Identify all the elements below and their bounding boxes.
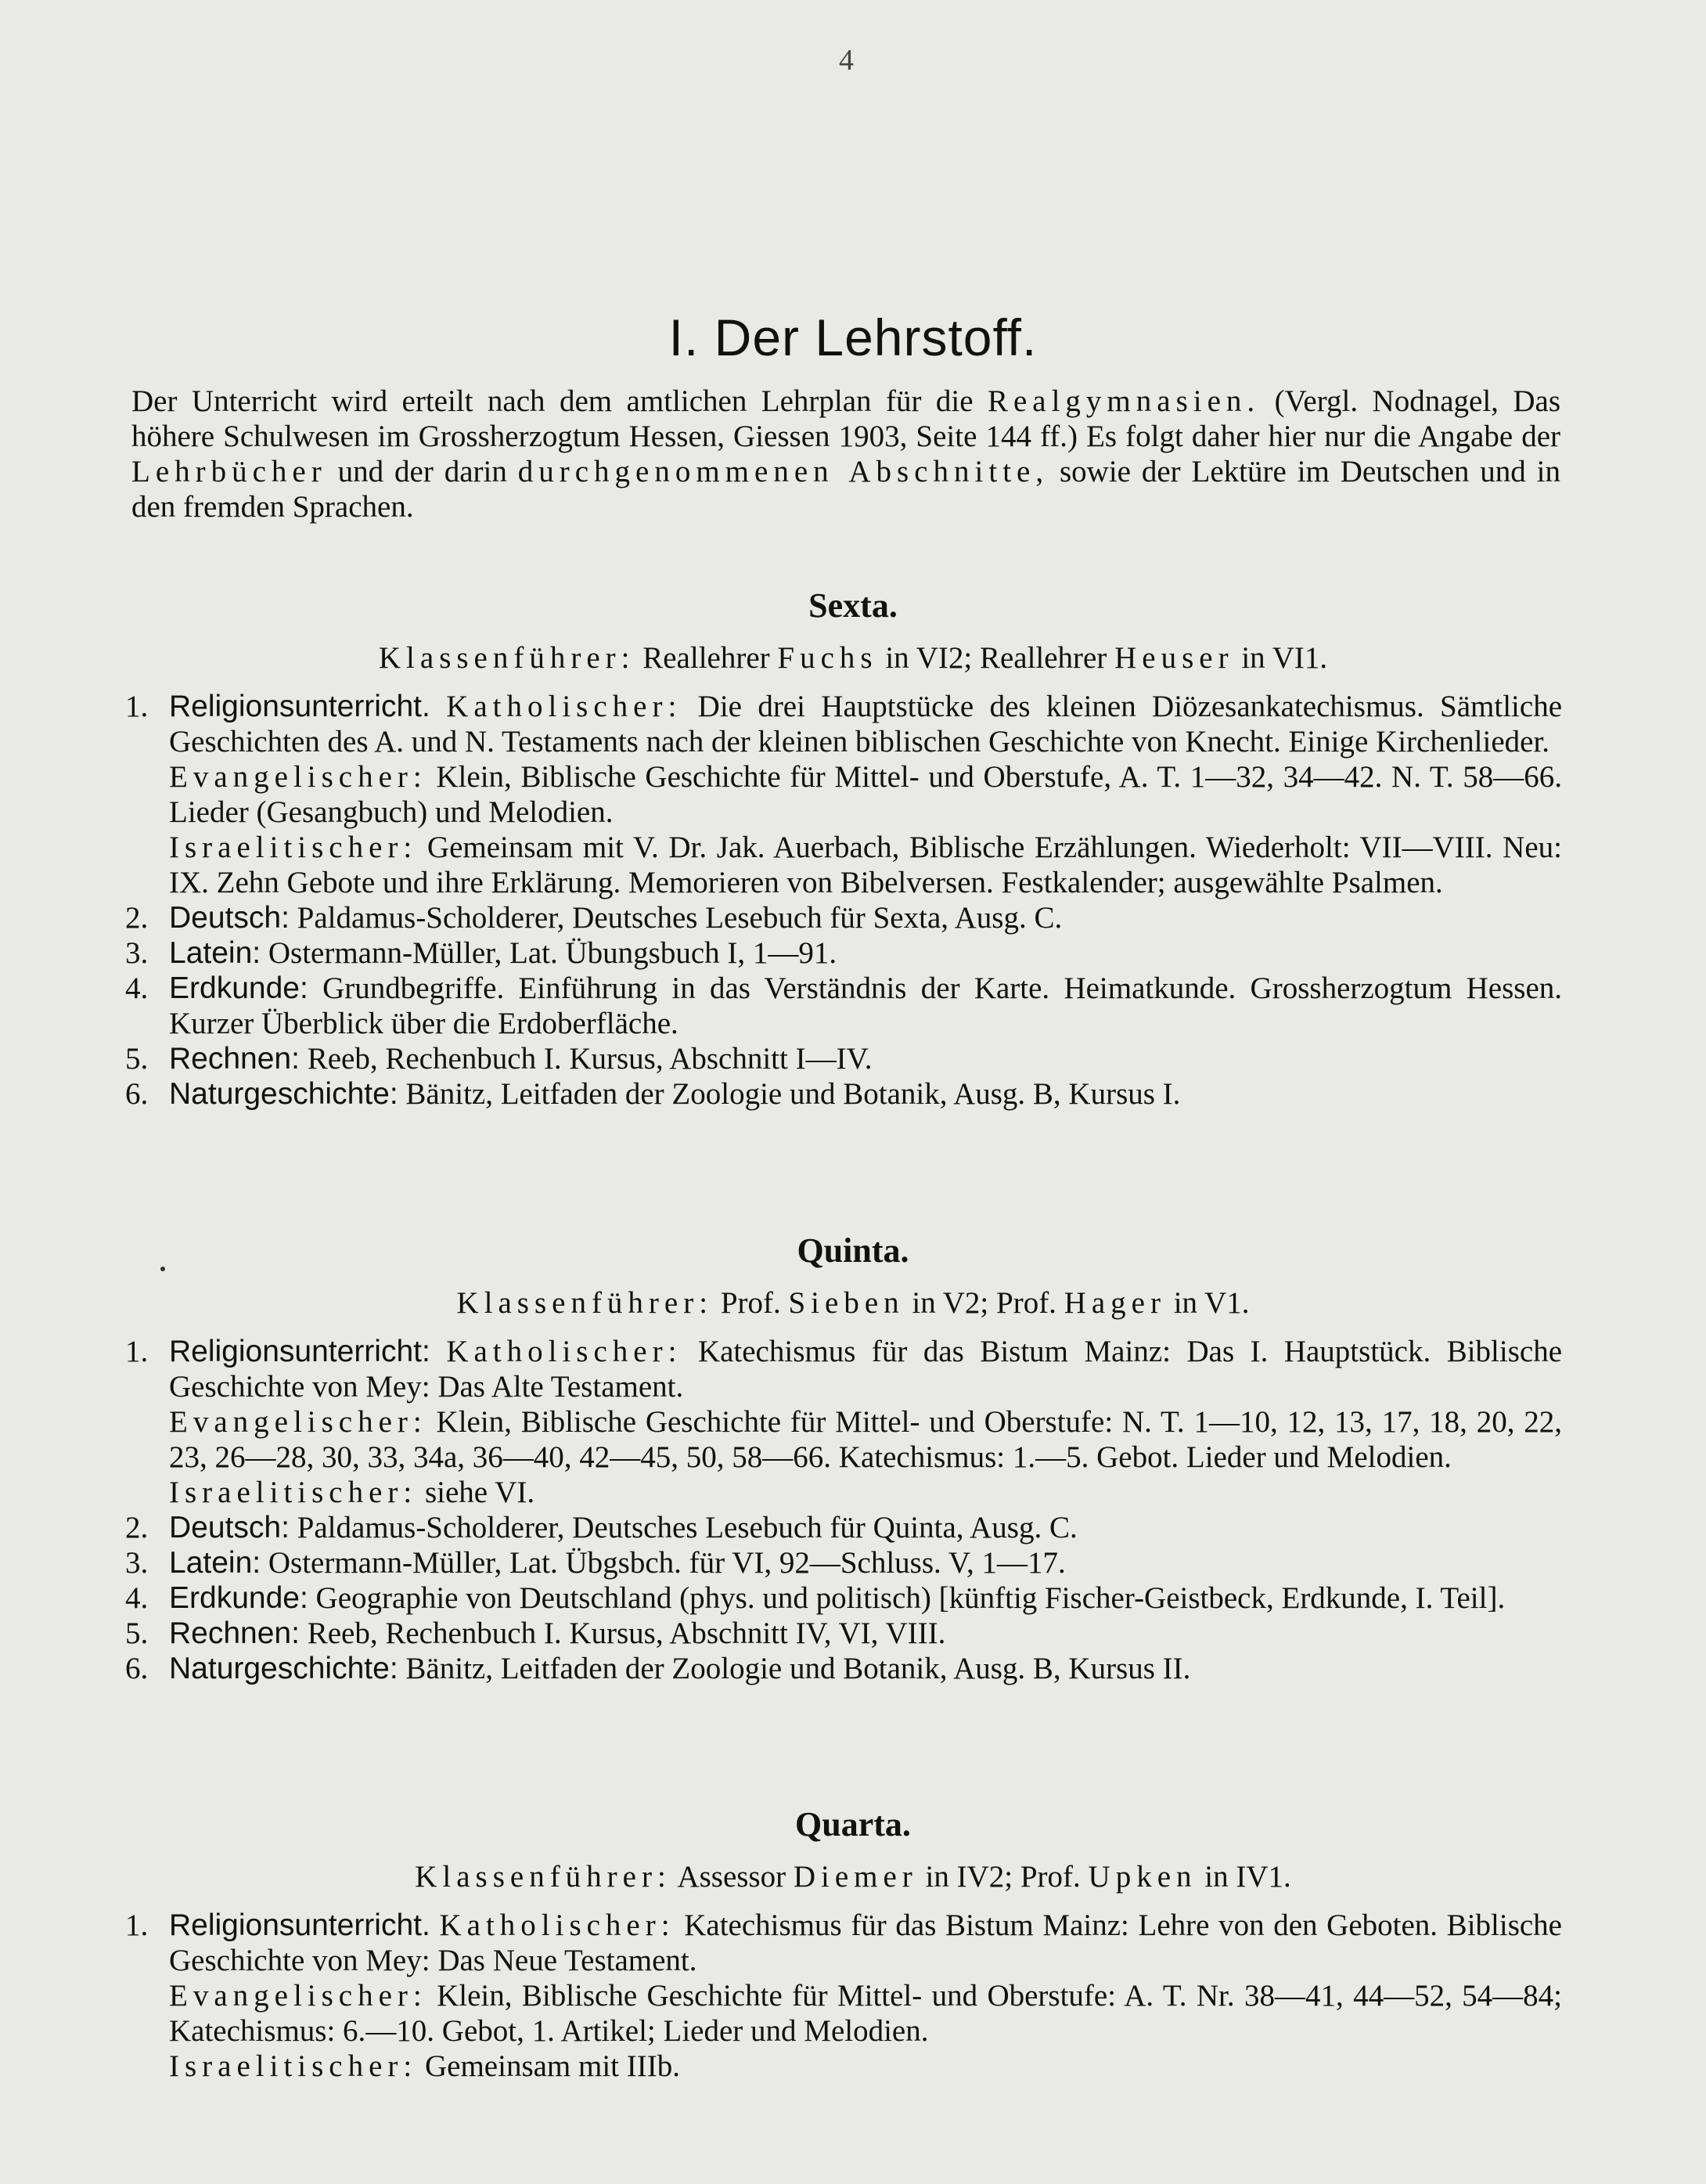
class-leader-text: in VI1.	[1241, 641, 1328, 675]
item-text: Gemeinsam mit V. Dr. Jak. Auerbach, Biblische Erzählungen. Wiederholt: VII—VIII. Neu: IX. Zehn Gebote und ihre Erklärung. Memorieren von Bibelversen. Festkalender; ausgewählte Psalmen.	[169, 831, 1562, 899]
list-item	[125, 1545, 1562, 1580]
class-leader-sexta	[0, 640, 1706, 676]
item-text: Reeb, Rechenbuch I. Kursus, Abschnitt IV, VI, VIII.	[307, 1616, 946, 1650]
item-body	[169, 1076, 1562, 1112]
item-text: Paldamus-Scholderer, Deutsches Lesebuch für Sexta, Ausg. C.	[297, 901, 1063, 935]
item-text: Ostermann-Müller, Lat. Übungsbuch I, 1—91.	[268, 936, 837, 970]
list-item	[125, 2049, 1562, 2084]
intro-spaced-1: Realgymnasien.	[987, 384, 1261, 418]
item-text: siehe VI.	[424, 1476, 535, 1509]
item-text: Katechismus für das Bistum Mainz: Das I. Hauptstück. Biblische Geschichte von Mey: Das Alte Testament.	[169, 1335, 1563, 1404]
item-text: Gemeinsam mit IIIb.	[424, 2049, 680, 2083]
item-number: 6.	[125, 1652, 149, 1685]
class-leader-quinta	[0, 1285, 1706, 1321]
speck-decoration	[160, 1267, 165, 1271]
item-denomination-label: Evangelischer:	[169, 760, 427, 794]
class-leader-text: Assessor	[677, 1860, 786, 1894]
item-body	[169, 1651, 1562, 1686]
list-item	[125, 759, 1562, 830]
class-leader-text: Prof.	[720, 1286, 781, 1320]
intro-text-3: und der darin	[337, 455, 507, 488]
item-subject: Erdkunde:	[169, 1581, 308, 1615]
list-item	[125, 1580, 1562, 1616]
class-leader-label: Klassenführer:	[378, 641, 635, 675]
list-item	[125, 1404, 1562, 1475]
class-leader-name: Sieben	[788, 1286, 905, 1320]
class-leader-text: in V1.	[1173, 1286, 1250, 1320]
item-subject: Deutsch:	[169, 1511, 290, 1544]
item-number: 5.	[125, 1042, 149, 1076]
class-leader-quarta	[0, 1859, 1706, 1894]
item-number: 3.	[125, 1546, 149, 1580]
item-denomination-label: Katholischer:	[446, 1335, 682, 1368]
item-subject: Latein:	[169, 936, 261, 970]
item-subject: Naturgeschichte:	[169, 1077, 398, 1111]
item-body	[169, 1616, 1562, 1651]
item-text: Grundbegriffe. Einführung in das Verständnis der Karte. Heimatkunde. Grossherzogtum Hessen. Kurzer Überblick über die Erdoberfläche.	[169, 971, 1563, 1040]
item-subject: Religionsunterricht:	[169, 1335, 430, 1368]
item-body	[169, 689, 1562, 759]
item-text: Paldamus-Scholderer, Deutsches Lesebuch für Quinta, Ausg. C.	[297, 1511, 1078, 1544]
list-item	[125, 1510, 1562, 1545]
list-item	[125, 1076, 1562, 1112]
subject-list-quarta	[125, 1908, 1562, 2084]
item-subject: Rechnen:	[169, 1042, 300, 1076]
item-denomination-label: Evangelischer:	[169, 1405, 427, 1439]
item-number: 2.	[125, 901, 149, 935]
item-denomination-label: Israelitischer:	[169, 2049, 418, 2083]
list-item	[125, 1334, 1562, 1404]
class-leader-text: in IV1.	[1204, 1860, 1291, 1894]
class-leader-name: Fuchs	[777, 641, 878, 675]
item-body	[169, 1334, 1562, 1404]
class-leader-text: in VI2; Reallehrer	[885, 641, 1107, 675]
item-number: 5.	[125, 1616, 149, 1650]
item-text: Klein, Biblische Geschichte für Mittel- und Oberstufe, A. T. 1—32, 34—42. N. T. 58—66. Lieder (Gesangbuch) und Melodien.	[169, 760, 1563, 829]
item-subject: Deutsch:	[169, 901, 290, 935]
class-leader-name: Upken	[1088, 1860, 1197, 1894]
item-body	[169, 1545, 1562, 1580]
item-number: 4.	[125, 971, 149, 1005]
item-text: Bänitz, Leitfaden der Zoologie und Botanik, Ausg. B, Kursus II.	[405, 1652, 1191, 1685]
item-text: Reeb, Rechenbuch I. Kursus, Abschnitt I—IV.	[307, 1042, 873, 1076]
section-heading-quinta: Quinta.	[797, 1231, 909, 1270]
intro-text-2: (Vergl. Nodnagel, Das höhere Schulwesen im Grossherzogtum Hessen, Giessen 1903, Seite 144 ff.) Es folgt daher hier nur die Angabe der	[131, 384, 1560, 453]
list-item	[125, 971, 1562, 1041]
intro-paragraph	[131, 384, 1560, 524]
page-number: 4	[839, 44, 854, 77]
item-text: Klein, Biblische Geschichte für Mittel- und Oberstufe: A. T. Nr. 38—41, 44—52, 54—84; Katechismus: 6.—10. Gebot, 1. Artikel; Lieder und Melodien.	[169, 1979, 1563, 2048]
show-through-decoration	[133, 137, 1573, 174]
list-item	[125, 689, 1562, 759]
item-text: Geographie von Deutschland (phys. und politisch) [künftig Fischer-Geistbeck, Erdkunde, I. Teil].	[315, 1581, 1506, 1615]
list-item	[125, 1475, 1562, 1510]
item-text: Ostermann-Müller, Lat. Übgsbch. für VI, 92—Schluss. V, 1—17.	[268, 1546, 1066, 1580]
item-denomination-label: Katholischer:	[439, 1908, 675, 1942]
list-item	[125, 1041, 1562, 1076]
item-subject: Latein:	[169, 1546, 261, 1580]
item-subject: Naturgeschichte:	[169, 1652, 398, 1685]
item-number: 1.	[125, 1908, 149, 1942]
item-denomination-label: Evangelischer:	[169, 1979, 427, 2013]
item-text: Katechismus für das Bistum Mainz: Lehre von den Geboten. Biblische Geschichte von Mey: Das Neue Testament.	[169, 1908, 1562, 1977]
list-item	[125, 830, 1562, 900]
item-text: Klein, Biblische Geschichte für Mittel- und Oberstufe: N. T. 1—10, 12, 13, 17, 18, 20, 22, 23, 26—28, 30, 33, 34a, 36—40, 42—45, 50, 58—66. Katechismus: 1.—5. Gebot. Lieder und Melodien.	[169, 1405, 1562, 1474]
item-subject: Religionsunterricht.	[169, 690, 430, 723]
class-leader-text: in V2; Prof.	[912, 1286, 1056, 1320]
item-body	[169, 1041, 1562, 1076]
item-number: 1.	[125, 1335, 149, 1368]
subject-list-quinta	[125, 1334, 1562, 1686]
item-subject: Erdkunde:	[169, 971, 308, 1005]
item-body	[169, 1510, 1562, 1545]
item-number: 4.	[125, 1581, 149, 1615]
class-leader-text: in IV2; Prof.	[925, 1860, 1081, 1894]
list-item	[125, 935, 1562, 971]
section-heading-quarta: Quarta.	[795, 1805, 911, 1843]
item-body	[169, 1580, 1562, 1616]
intro-text-4: sowie der Lektüre im Deutschen und in den fremden Sprachen.	[131, 455, 1560, 524]
item-body	[169, 900, 1562, 935]
list-item	[125, 900, 1562, 935]
item-number: 6.	[125, 1077, 149, 1111]
list-item	[125, 1616, 1562, 1651]
item-denomination-label: Israelitischer:	[169, 831, 418, 864]
item-body	[169, 1908, 1562, 1978]
item-denomination-label: Katholischer:	[446, 690, 682, 723]
class-leader-text: Reallehrer	[642, 641, 770, 675]
item-text: Bänitz, Leitfaden der Zoologie und Botanik, Ausg. B, Kursus I.	[405, 1077, 1181, 1111]
item-body	[169, 971, 1562, 1041]
item-text: Die drei Hauptstücke des kleinen Diözesankatechismus. Sämtliche Geschichten des A. und N. Testaments nach der kleinen biblischen Geschichte von Knecht. Einige Kirchenlieder.	[169, 690, 1563, 759]
intro-text-1: Der Unterricht wird erteilt nach dem amtlichen Lehrplan für die	[131, 384, 974, 418]
item-subject: Rechnen:	[169, 1616, 300, 1650]
item-body	[169, 935, 1562, 971]
list-item	[125, 1908, 1562, 1978]
list-item	[125, 1651, 1562, 1686]
class-leader-name: Heuser	[1114, 641, 1234, 675]
item-subject: Religionsunterricht.	[169, 1908, 430, 1942]
class-leader-label: Klassenführer:	[456, 1286, 714, 1320]
item-number: 2.	[125, 1511, 149, 1544]
subject-list-sexta	[125, 689, 1562, 1112]
class-leader-name: Hager	[1064, 1286, 1166, 1320]
item-denomination-label: Israelitischer:	[169, 1476, 418, 1509]
class-leader-label: Klassenführer:	[415, 1860, 671, 1894]
item-number: 1.	[125, 690, 149, 723]
class-leader-name: Diemer	[793, 1860, 918, 1894]
intro-spaced-2: Lehrbücher	[131, 455, 327, 488]
section-heading-sexta: Sexta.	[808, 586, 898, 625]
intro-spaced-3: durchgenommenen Abschnitte,	[517, 455, 1049, 488]
list-item	[125, 1978, 1562, 2049]
page-title: I. Der Lehrstoff.	[668, 308, 1038, 366]
item-number: 3.	[125, 936, 149, 970]
